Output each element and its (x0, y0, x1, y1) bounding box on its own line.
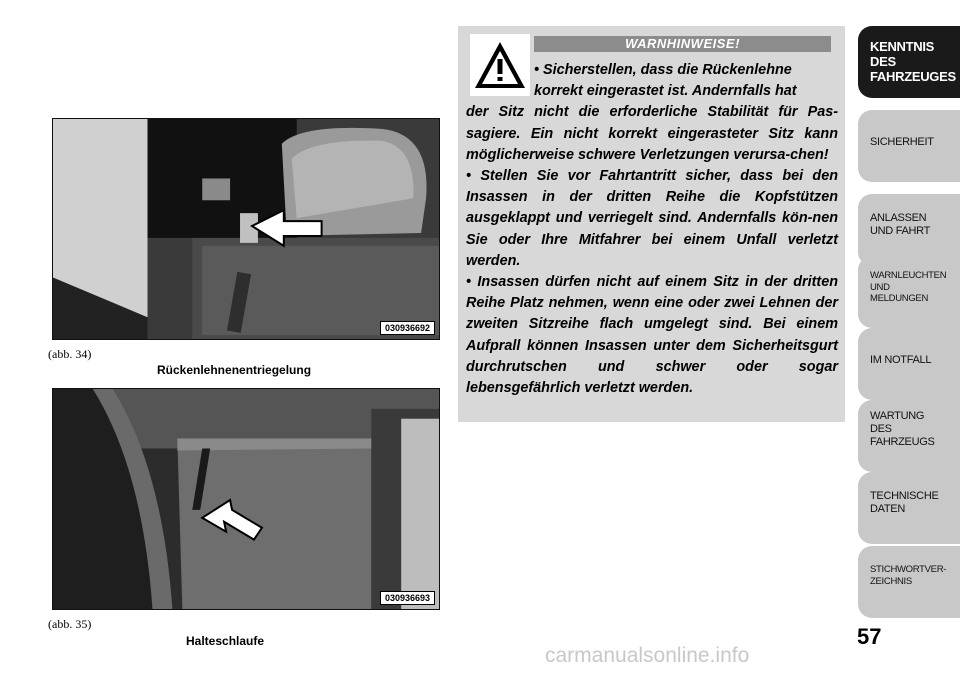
warning-heading: WARNHINWEISE! (534, 36, 831, 52)
figure-35-photo (52, 388, 440, 610)
tab-wartung-des-fahrzeugs[interactable]: WARTUNG DES FAHRZEUGS (858, 400, 960, 472)
tab-im-notfall[interactable]: IM NOTFALL (858, 328, 960, 400)
warning-text (466, 60, 838, 399)
figure-number: (abb. 34) (48, 347, 92, 361)
figure-caption: Rückenlehnenentriegelung (157, 363, 312, 377)
figure-number: (abb. 35) (48, 617, 92, 631)
warning-box (458, 26, 845, 422)
tab-technische-daten[interactable]: TECHNISCHE DATEN (858, 472, 960, 544)
warning-bullet-1-rest: der Sitz nicht die erforderliche Stabilität für Pas-sagiere. Ein nicht korrekt eingerasteter Sitz kann möglicherweise schwere Verletzungen verursa-chen! (466, 104, 838, 163)
warning-bullet-1-line-1: • Sicherstellen, dass die Rückenlehne (534, 62, 792, 78)
watermark: carmanualsonline.info (545, 644, 750, 667)
warning-bullet-3: • Insassen dürfen nicht auf einem Sitz in der dritten Reihe Platz nehmen, wenn eine oder zwei Lehnen der zweiten Sitzreihe flach umgelegt sind. Bei einem Aufprall können Insassen unter dem Sicherheitsgurt durchrutschen und schwer oder sogar lebensgefährlich verletzt werden. (466, 274, 838, 397)
tab-sicherheit[interactable]: SICHERHEIT (858, 110, 960, 182)
tab-stichwortverzeichnis[interactable]: STICHWORTVER- ZEICHNIS (858, 546, 960, 618)
warning-bullet-1-line-2: korrekt eingerastet ist. Andernfalls hat (534, 83, 797, 100)
tab-kenntnis-des-fahrzeuges[interactable]: KENNTNIS DES FAHRZEUGES (858, 26, 960, 98)
figure-caption: Halteschlaufe (186, 634, 265, 648)
page-number: 57 (857, 624, 882, 649)
tab-warnleuchten-und-meldungen[interactable]: WARNLEUCHTEN UND MELDUNGEN (858, 256, 960, 328)
figure-code: 030936692 (380, 321, 435, 335)
figure-34-photo (52, 118, 440, 340)
warning-bullet-2: • Stellen Sie vor Fahrtantritt sicher, dass bei den Insassen in der dritten Reihe die Kopfstützen ausgeklappt und verriegelt sind. Andernfalls kön-nen Sie oder Ihre Mitfahrer bei einem Unfall verletzt werden. (466, 168, 838, 269)
tab-anlassen-und-fahrt[interactable]: ANLASSEN UND FAHRT (858, 194, 960, 266)
figure-code: 030936693 (380, 591, 435, 605)
